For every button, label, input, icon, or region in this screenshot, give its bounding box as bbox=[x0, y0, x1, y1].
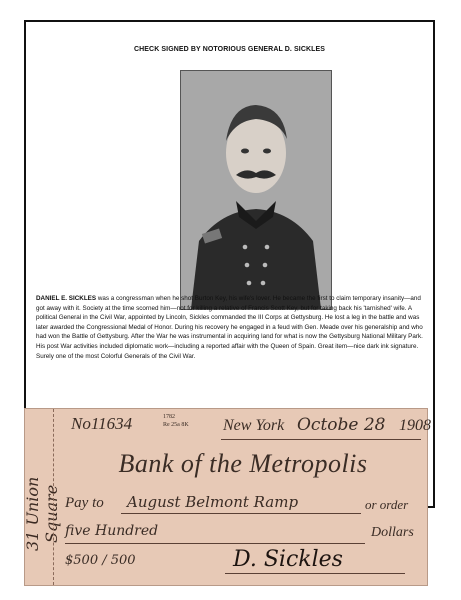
portrait-photo bbox=[180, 70, 332, 310]
portrait-illustration bbox=[181, 71, 331, 309]
payto-label: Pay to bbox=[65, 495, 104, 511]
bio-name: DANIEL E. SICKLES bbox=[36, 295, 97, 302]
check-side-address: 31 Union Square bbox=[23, 476, 61, 552]
signature: D. Sickles bbox=[233, 547, 343, 572]
page-title: CHECK SIGNED BY NOTORIOUS GENERAL D. SICKLES bbox=[133, 46, 326, 53]
dollars-label: Dollars bbox=[371, 525, 414, 540]
amount-figure: $500 / 500 bbox=[65, 553, 136, 568]
check-small-note: 1782 Re 25a 8K bbox=[163, 414, 189, 428]
payee-name: August Belmont Ramp bbox=[127, 493, 299, 511]
amount-words: five Hundred bbox=[65, 523, 159, 539]
payee-underline bbox=[121, 513, 361, 514]
check-city: New York bbox=[223, 417, 285, 434]
biography-paragraph bbox=[36, 294, 428, 361]
check-year: 1908 bbox=[399, 417, 431, 434]
check-number: No11634 bbox=[71, 414, 133, 433]
date-underline bbox=[221, 439, 421, 440]
bank-name: Bank of the Metropolis bbox=[118, 449, 368, 478]
signature-line bbox=[225, 573, 405, 574]
check-perforation bbox=[53, 409, 54, 585]
bank-check bbox=[23, 408, 431, 586]
bio-text: was a congressman when he shot Burton Key, his wife's lover. He became the first to claim temporary insanity—and got away with it. Society at the time scorned him—not for killing a relative of Francis Scott Key, but for taking back his 'tarnished' wife. A political General in the Civil War, appointed by Lincoln, Sickles commanded the III Corps at Gettysburg. He lost a leg in the battle and was later awarded the Congressional Medal of Honor. During his recovery he engaged in a feud with Gen. Meade over his generalship and who had won the Battle of Gettysburg. After the War he was instrumental in acquiring land for what is now the Gettysburg National Military Park. His post War activities included diplomatic work—including a reported affair with the Queen of Spain. Great item—nice dark ink signature. Surely one of the most Colorful Generals of the Civil War. bbox=[36, 295, 423, 360]
check-date: Octobe 28 bbox=[297, 415, 386, 435]
or-order-label: or order bbox=[365, 497, 409, 512]
amount-underline bbox=[65, 543, 365, 544]
